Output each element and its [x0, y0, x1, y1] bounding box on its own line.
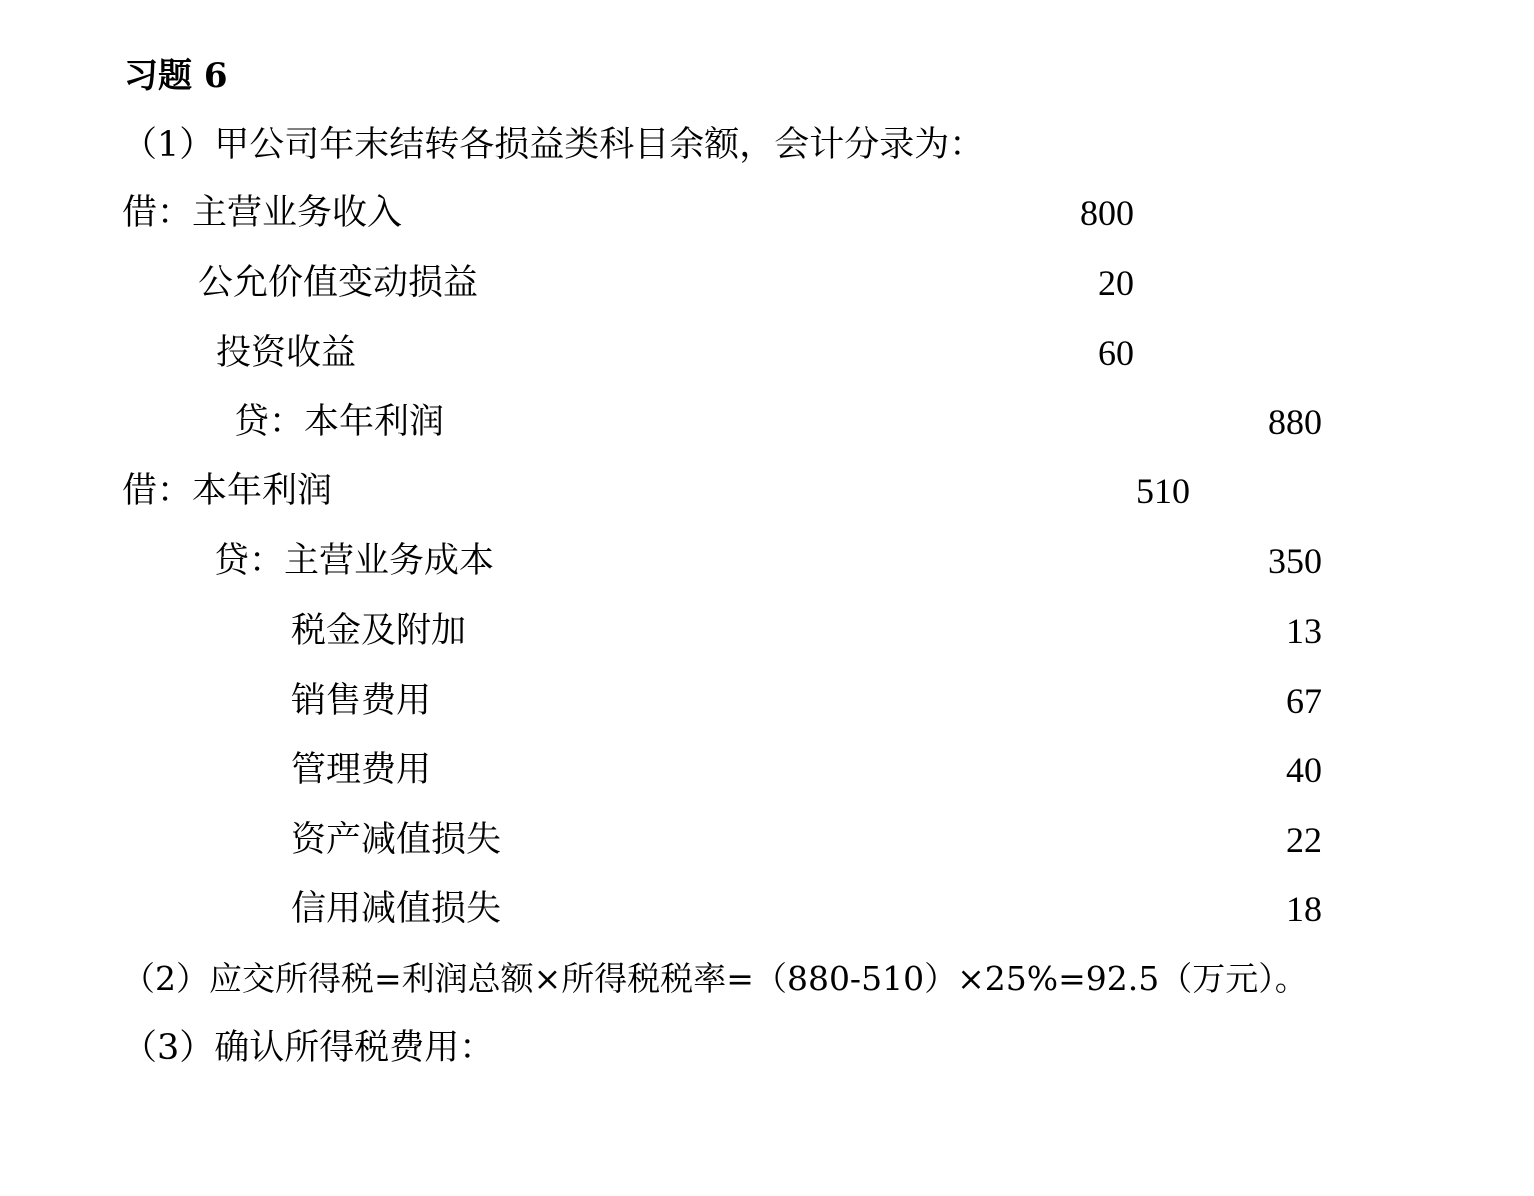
entry1-credit-label: 贷：: [234, 402, 305, 442]
entry1-debit-account-0: 主营业务收入: [192, 193, 403, 233]
entry2-credit-account-4: 资产减值损失: [291, 820, 502, 860]
entry1-debit-account-2: 投资收益: [216, 333, 357, 373]
entry2-credit-amount-2: 67: [1286, 681, 1322, 721]
exercise-title: 习题 6: [124, 56, 228, 96]
entry1-debit-amount-2: 60: [1098, 333, 1134, 373]
entry2-credit-account-0: 主营业务成本: [284, 541, 495, 581]
entry2-credit-line: [214, 538, 494, 584]
entry2-credit-account-5: 信用减值损失: [291, 889, 502, 929]
entry2-debit-amount-0: 510: [1136, 471, 1190, 511]
entry1-credit-amount-0: 880: [1268, 402, 1322, 442]
entry2-credit-label: 贷：: [214, 541, 285, 581]
entry1-credit-account-0: 本年利润: [304, 402, 445, 442]
entry2-credit-account-1: 税金及附加: [291, 611, 467, 651]
entry2-debit-account-0: 本年利润: [192, 471, 333, 511]
entry1-debit-amount-0: 800: [1080, 193, 1134, 233]
entry2-credit-amount-1: 13: [1286, 611, 1322, 651]
entry2-credit-amount-0: 350: [1268, 541, 1322, 581]
entry1-debit-amount-1: 20: [1098, 263, 1134, 303]
part3-text: （3）确认所得税费用：: [122, 1028, 495, 1068]
entry2-credit-amount-3: 40: [1286, 750, 1322, 790]
entry2-credit-account-2: 销售费用: [291, 681, 432, 721]
entry1-debit-label: 借：: [122, 193, 193, 233]
entry2-credit-amount-4: 22: [1286, 820, 1322, 860]
part2-text: （2）应交所得税=利润总额×所得税税率=（880-510）×25%=92.5（万元）。: [122, 959, 1308, 998]
entry2-credit-amount-5: 18: [1286, 889, 1322, 929]
entry1-credit-line: [234, 399, 444, 445]
entry1-debit-line: [122, 190, 402, 236]
entry2-credit-account-3: 管理费用: [291, 750, 432, 790]
entry1-debit-account-1: 公允价值变动损益: [198, 263, 479, 303]
entry2-debit-line: [122, 468, 332, 514]
part1-intro: （1）甲公司年末结转各损益类科目余额，会计分录为：: [122, 125, 985, 165]
entry2-debit-label: 借：: [122, 471, 193, 511]
